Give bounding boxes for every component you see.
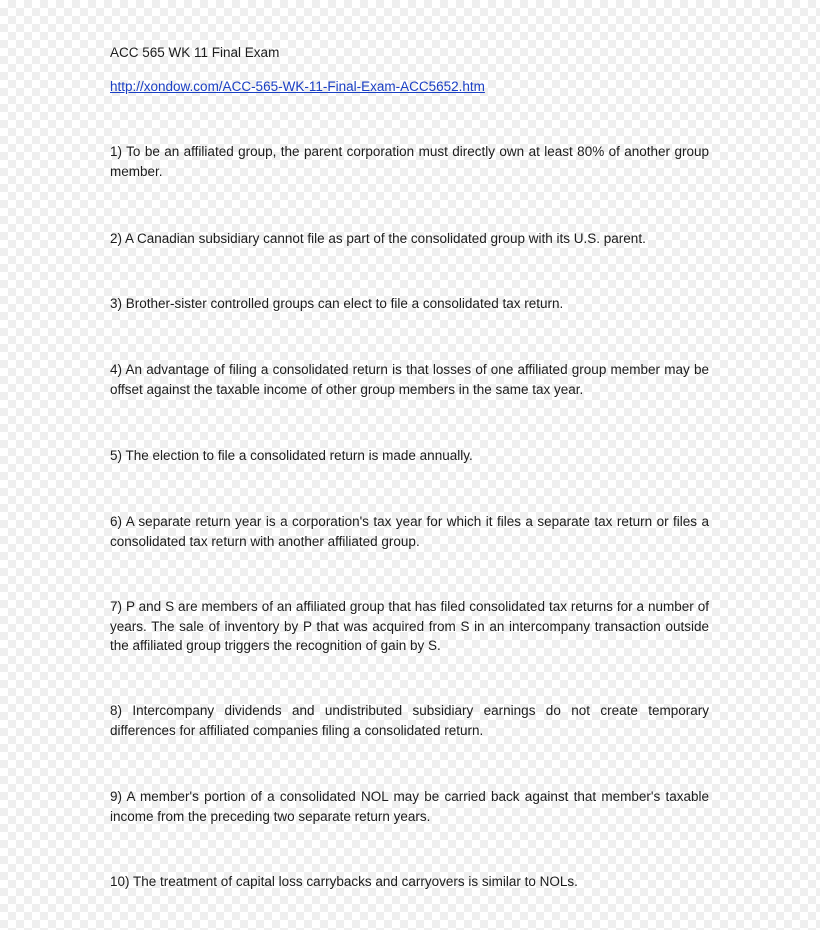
question-10: 10) The treatment of capital loss carrybacks and carryovers is similar to NOLs.: [110, 874, 578, 889]
question-1: 1) To be an affiliated group, the parent corporation must directly own at least 80% of another group member.: [110, 144, 709, 179]
question-9: 9) A member's portion of a consolidated NOL may be carried back against that member's taxable income from the preceding two separate return years.: [110, 789, 709, 824]
question-8: 8) Intercompany dividends and undistributed subsidiary earnings do not create temporary differences for affiliated companies filing a consolidated return.: [110, 703, 709, 738]
question-5: 5) The election to file a consolidated return is made annually.: [110, 448, 473, 463]
question-4: 4) An advantage of filing a consolidated return is that losses of one affiliated group member may be offset against the taxable income of other group members in the same tax year.: [110, 362, 709, 397]
question-3: 3) Brother-sister controlled groups can elect to file a consolidated tax return.: [110, 296, 564, 311]
document-link[interactable]: http://xondow.com/ACC-565-WK-11-Final-Exam-ACC5652.htm: [110, 79, 485, 94]
question-6: 6) A separate return year is a corporation's tax year for which it files a separate tax return or files a consolidated tax return with another affiliated group.: [110, 514, 709, 549]
question-7: 7) P and S are members of an affiliated group that has filed consolidated tax returns for a number of years. The sale of inventory by P that was acquired from S in an intercompany transaction outside the affiliated group triggers the recognition of gain by S.: [110, 599, 709, 653]
question-2: 2) A Canadian subsidiary cannot file as part of the consolidated group with its U.S. parent.: [110, 231, 646, 246]
document-title: ACC 565 WK 11 Final Exam: [110, 45, 280, 60]
